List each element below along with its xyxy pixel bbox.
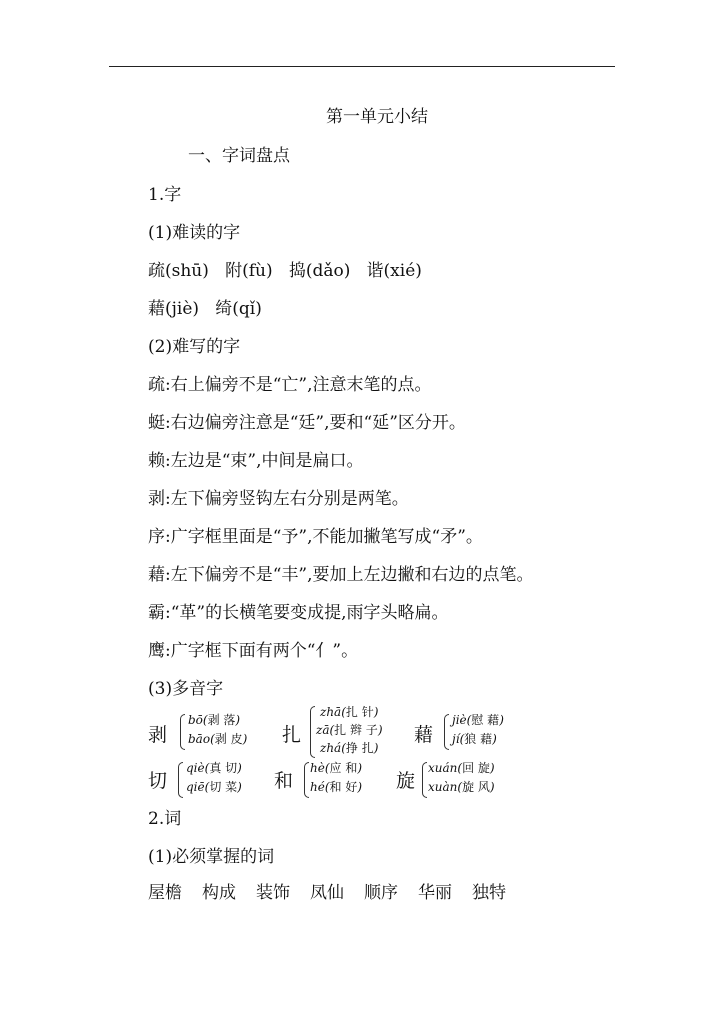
- polyphone-reading: jí(狼 藉): [452, 732, 497, 746]
- polyphone-reading: zhā(扎 针): [320, 705, 379, 719]
- polyphone-char: 和: [274, 770, 294, 792]
- vocab-item: 装饰: [256, 883, 290, 903]
- header-rule: [109, 66, 615, 67]
- page-title: 第一单元小结: [326, 107, 428, 127]
- hard-read-heading: (1)难读的字: [148, 223, 241, 243]
- polyphone-reading: xuán(回 旋): [428, 761, 495, 775]
- vocab-item: 凤仙: [310, 883, 344, 903]
- polyphone-char: 扎: [282, 724, 302, 746]
- section-heading: 一、字词盘点: [188, 146, 290, 166]
- brace: [180, 714, 185, 750]
- vocab-item: 屋檐: [148, 883, 182, 903]
- polyphone-reading: bāo(剥 皮): [188, 732, 248, 746]
- must-master-heading: (1)必须掌握的词: [148, 847, 275, 867]
- vocab-item: 构成: [202, 883, 236, 903]
- hard-write-item: 蜓:右边偏旁注意是“廷”,要和“延”区分开。: [148, 413, 466, 433]
- hard-write-item: 剥:左下偏旁竖钩左右分别是两笔。: [148, 489, 409, 509]
- polyphone-reading: bō(剥 落): [188, 713, 241, 727]
- polyphone-reading: qiè(真 切): [186, 761, 242, 775]
- hard-write-item: 序:广字框里面是“予”,不能加撇笔写成“矛”。: [148, 527, 483, 547]
- brace: [304, 762, 309, 798]
- polyphone-reading: zā(扎 辫 子): [316, 723, 383, 737]
- vocab-item: 华丽: [418, 883, 452, 903]
- brace: [422, 762, 427, 798]
- polyphone-heading: (3)多音字: [148, 679, 224, 699]
- brace: [310, 706, 315, 758]
- hard-read-row: 疏(shū) 附(fù) 捣(dǎo) 谐(xié): [148, 261, 422, 281]
- polyphone-char: 旋: [396, 770, 416, 792]
- polyphone-reading: hè(应 和): [310, 761, 363, 775]
- polyphone-reading: qiē(切 菜): [186, 780, 242, 794]
- hard-write-item: 鹰:广字框下面有两个“亻”。: [148, 641, 359, 661]
- vocab-item: 独特: [472, 883, 506, 903]
- word-heading: 2.词: [148, 809, 182, 829]
- vocab-item: 顺序: [364, 883, 398, 903]
- vocab-list: [148, 882, 526, 904]
- hard-write-heading: (2)难写的字: [148, 337, 241, 357]
- brace: [178, 762, 183, 798]
- polyphone-reading: xuàn(旋 风): [428, 780, 495, 794]
- hard-read-row: 藉(jiè) 绮(qǐ): [148, 299, 262, 319]
- polyphone-reading: zhá(挣 扎): [320, 741, 379, 755]
- hard-write-item: 藉:左下偏旁不是“丰”,要加上左边撇和右边的点笔。: [148, 565, 534, 585]
- hard-write-item: 赖:左边是“束”,中间是扁口。: [148, 451, 364, 471]
- polyphone-char: 藉: [414, 724, 434, 746]
- hard-write-item: 霸:“革”的长横笔要变成提,雨字头略扁。: [148, 603, 449, 623]
- polyphone-char: 切: [148, 770, 168, 792]
- hard-write-item: 疏:右上偏旁不是“亡”,注意末笔的点。: [148, 375, 432, 395]
- polyphone-char: 剥: [148, 724, 168, 746]
- polyphone-reading: hé(和 好): [310, 780, 363, 794]
- brace: [444, 714, 449, 750]
- char-heading: 1.字: [148, 185, 182, 205]
- polyphone-reading: jiè(慰 藉): [452, 713, 504, 727]
